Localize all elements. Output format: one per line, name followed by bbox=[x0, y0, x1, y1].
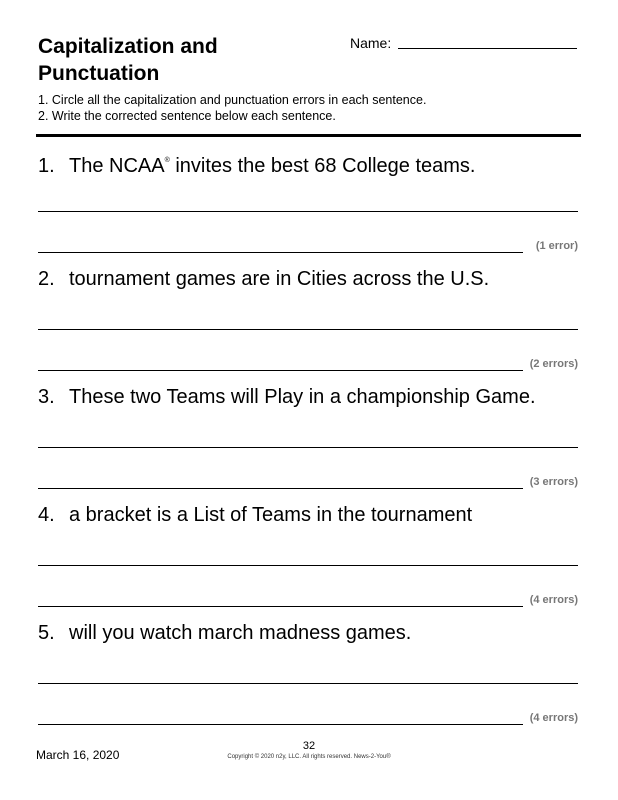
sentence-1 bbox=[38, 148, 476, 179]
sentence-text-continued: invites the best 68 College teams. bbox=[169, 155, 476, 177]
sentence-number: 3. bbox=[38, 386, 55, 408]
worksheet-title bbox=[38, 33, 218, 87]
sentence-3 bbox=[38, 384, 536, 410]
header-divider bbox=[36, 134, 581, 137]
sentence-text: will you watch march madness games. bbox=[69, 622, 412, 644]
answer-line[interactable] bbox=[38, 724, 523, 725]
answer-line[interactable] bbox=[38, 252, 523, 253]
page-number: 32 bbox=[302, 740, 316, 752]
answer-line[interactable] bbox=[38, 370, 523, 371]
name-field-line[interactable] bbox=[398, 48, 577, 49]
answer-line[interactable] bbox=[38, 447, 578, 448]
sentence-4 bbox=[38, 502, 472, 528]
sentence-2 bbox=[38, 266, 489, 292]
sentence-number: 2. bbox=[38, 268, 55, 290]
error-count: (3 errors) bbox=[529, 476, 578, 488]
instruction-2: 2. Write the corrected sentence below each sentence. bbox=[38, 109, 336, 123]
answer-line[interactable] bbox=[38, 683, 578, 684]
instruction-1: 1. Circle all the capitalization and punctuation errors in each sentence. bbox=[38, 93, 427, 107]
error-count: (2 errors) bbox=[529, 358, 578, 370]
answer-line[interactable] bbox=[38, 565, 578, 566]
answer-line[interactable] bbox=[38, 488, 523, 489]
sentence-text: a bracket is a List of Teams in the tournament bbox=[69, 504, 473, 526]
sentence-number: 5. bbox=[38, 622, 55, 644]
name-label: Name: bbox=[350, 35, 392, 51]
copyright-notice: Copyright © 2020 n2y, LLC. All rights reserved. News-2-You® bbox=[227, 754, 391, 760]
sentence-5 bbox=[38, 620, 411, 646]
error-count: (1 error) bbox=[535, 240, 578, 252]
error-count: (4 errors) bbox=[529, 712, 578, 724]
footer-date: March 16, 2020 bbox=[36, 748, 120, 762]
answer-line[interactable] bbox=[38, 329, 578, 330]
title-line-1: Capitalization and bbox=[38, 35, 218, 58]
answer-line[interactable] bbox=[38, 211, 578, 212]
title-line-2: Punctuation bbox=[38, 62, 160, 85]
answer-line[interactable] bbox=[38, 606, 523, 607]
sentence-text: These two Teams will Play in a championship Game. bbox=[69, 386, 536, 408]
sentence-number: 4. bbox=[38, 504, 55, 526]
sentence-text: The NCAA bbox=[69, 155, 165, 177]
sentence-number: 1. bbox=[38, 155, 55, 177]
sentence-text: tournament games are in Cities across the U.S. bbox=[69, 268, 490, 290]
registered-mark: ® bbox=[164, 157, 170, 164]
error-count: (4 errors) bbox=[529, 594, 578, 606]
